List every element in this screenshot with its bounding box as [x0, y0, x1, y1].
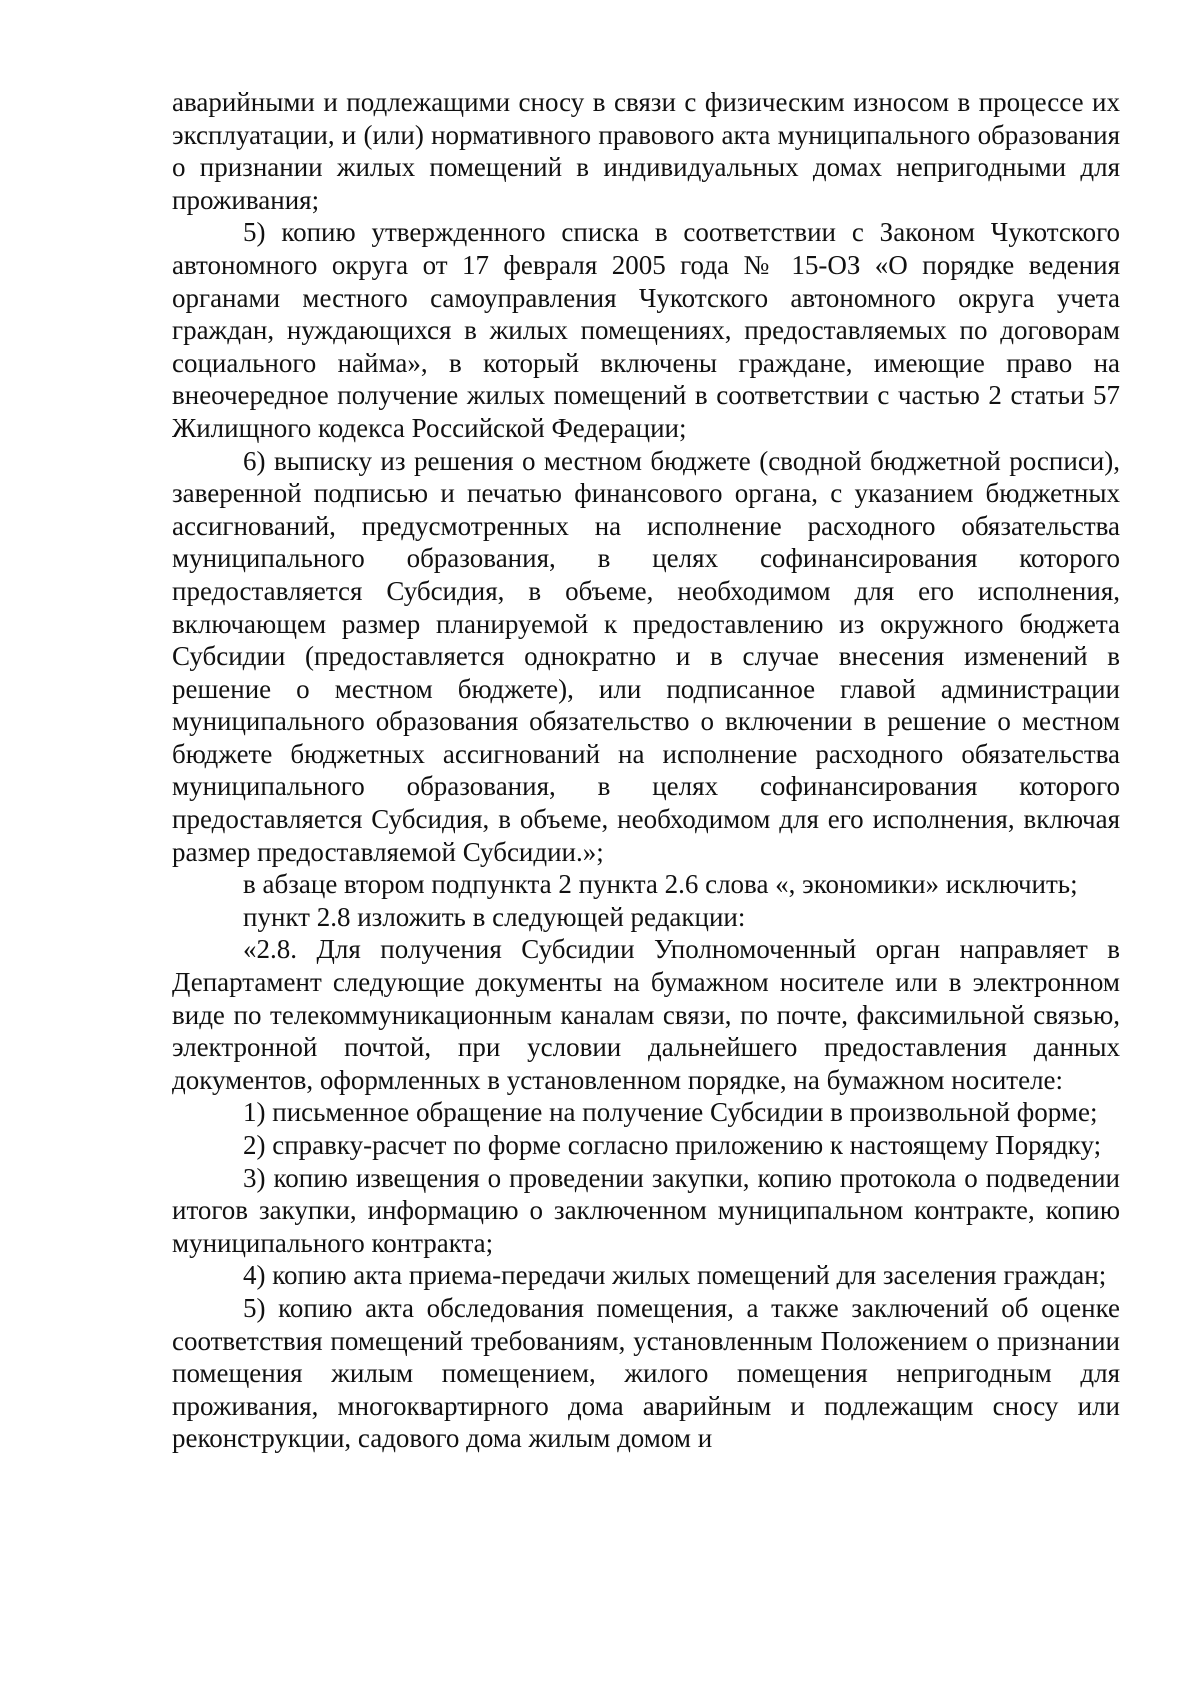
- paragraph-doc-item-4: 4) копию акта приема-передачи жилых помещений для заселения граждан;: [243, 1260, 1107, 1291]
- paragraph-doc-item-2: 2) справку-расчет по форме согласно приложению к настоящему Порядку;: [243, 1130, 1102, 1160]
- document-page: [172, 86, 1120, 1455]
- paragraph-clause-2-8: «2.8. Для получения Субсидии Уполномоченный орган направляет в Департамент следующие документы на бумажном носителе или в электронном виде по телекоммуникационным каналам связи, по почте, факсимильной связью, электронной почтой, при условии дальнейшего предоставления данных документов, оформленных в установленном порядке, на бумажном носителе:: [172, 934, 1120, 1095]
- paragraph-amendment-2-8: пункт 2.8 изложить в следующей редакции:: [243, 901, 746, 932]
- paragraph-doc-item-3: 3) копию извещения о проведении закупки, копию протокола о подведении итогов закупки, информацию о заключенном муниципальном контракте, копию муниципального контракта;: [172, 1162, 1120, 1258]
- paragraph-doc-item-1: 1) письменное обращение на получение Субсидии в произвольной форме;: [243, 1097, 1098, 1128]
- paragraph-continuation: аварийными и подлежащими сносу в связи с физическим износом в процессе их эксплуатации, и (или) нормативного правового акта муниципального образования о признании жилых помещений в индивидуальных домах непригодными для проживания;: [172, 87, 1120, 215]
- paragraph-item-5-list: 5) копию утвержденного списка в соответствии с Законом Чукотского автономного округа от 17 февраля 2005 года № 15-ОЗ «О порядке ведения органами местного самоуправления Чукотского автономного округа учета граждан, нуждающихся в жилых помещениях, предоставляемых по договорам социального найма», в который включены граждане, имеющие право на внеочередное получение жилых помещений в соответствии с частью 2 статьи 57 Жилищного кодекса Российской Федерации;: [172, 217, 1120, 443]
- paragraph-amendment-2-6: в абзаце втором подпункта 2 пункта 2.6 слова «, экономики» исключить;: [243, 869, 1078, 900]
- paragraph-item-6-budget: 6) выписку из решения о местном бюджете (сводной бюджетной росписи), заверенной подписью и печатью финансового органа, с указанием бюджетных ассигнований, предусмотренных на исполнение расходного обязательства муниципального образования, в целях софинансирования которого предоставляется Субсидия, в объеме, необходимом для его исполнения, включающем размер планируемой к предоставлению из окружного бюджета Субсидии (предоставляется однократно и в случае внесения изменений в решение о местном бюджете), или подписанное главой администрации муниципального образования обязательство о включении в решение о местном бюджете бюджетных ассигнований на исполнение расходного обязательства муниципального образования, в целях софинансирования которого предоставляется Субсидия, в объеме, необходимом для его исполнения, включая размер предоставляемой Субсидии.»;: [172, 445, 1120, 867]
- paragraph-doc-item-5: 5) копию акта обследования помещения, а также заключений об оценке соответствия помещений требованиям, установленным Положением о признании помещения жилым помещением, жилого помещения непригодным для проживания, многоквартирного дома аварийным и подлежащим сносу или реконструкции, садового дома жилым домом и: [172, 1292, 1120, 1454]
